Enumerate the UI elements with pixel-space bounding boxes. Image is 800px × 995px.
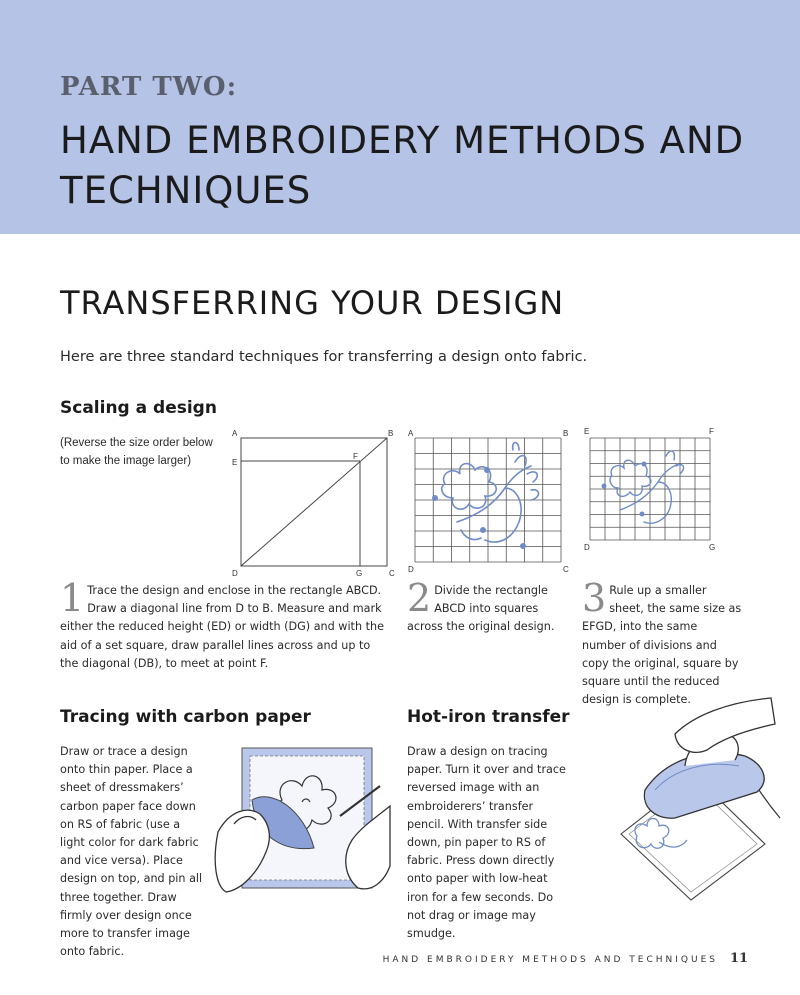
step-1-text: Trace the design and enclose in the rectangle ABCD. Draw a diagonal line from D to B. Measure and mark either the reduced height (ED) or width (DG) and with the aid of a set square, draw parallel lines across and up to the diagonal (DB), to meet at point F. — [60, 584, 384, 670]
intro-text: Here are three standard techniques for transferring a design onto fabric. — [60, 349, 588, 365]
step-1-number: 1 — [60, 576, 85, 620]
label-b: B — [388, 429, 394, 438]
label-d: D — [584, 543, 590, 552]
label-f: F — [353, 452, 358, 461]
label-d: D — [408, 565, 414, 574]
carbon-paper-illustration — [212, 740, 396, 908]
label-e: E — [584, 427, 590, 436]
scaling-diagram-1 — [228, 426, 400, 578]
part-title: HAND EMBROIDERY METHODS AND TECHNIQUES — [60, 119, 745, 212]
step-3 — [582, 576, 742, 709]
scaling-heading: Scaling a design — [60, 398, 217, 418]
step-3-number: 3 — [582, 576, 607, 620]
section-title: TRANSFERRING YOUR DESIGN — [60, 284, 565, 322]
page-number: 11 — [730, 951, 749, 966]
hot-iron-illustration — [575, 694, 780, 904]
label-a: A — [408, 429, 414, 438]
step-2-number: 2 — [407, 576, 432, 620]
scaling-diagram-3 — [582, 426, 722, 552]
step-3-text: Rule up a smaller sheet, the same size as EFGD, into the same number of divisions and copy the original, square by square until the reduced design is complete. — [582, 584, 742, 707]
label-d: D — [232, 569, 238, 578]
running-footer: HAND EMBROIDERY METHODS AND TECHNIQUES — [382, 955, 718, 965]
label-e: E — [232, 458, 238, 467]
carbon-heading: Tracing with carbon paper — [60, 707, 311, 727]
label-g: G — [356, 569, 363, 578]
label-a: A — [232, 429, 238, 438]
step-2 — [407, 576, 567, 637]
label-f: F — [709, 427, 714, 436]
part-label: PART TWO: — [60, 72, 238, 102]
label-g: G — [709, 543, 716, 552]
step-1 — [60, 576, 390, 673]
step-2-text: Divide the rectangle ABCD into squares across the original design. — [407, 584, 555, 634]
hotiron-heading: Hot-iron transfer — [407, 707, 570, 727]
label-c: C — [389, 569, 395, 578]
scaling-diagram-2 — [405, 426, 577, 578]
carbon-text: Draw or trace a design onto thin paper. Place a sheet of dressmakers’ carbon paper face down on RS of fabric (use a light color for dark fabric and vice versa). Place design on top, and pin all three together. Draw firmly over design once more to transfer image onto fabric. — [60, 745, 203, 959]
label-b: B — [563, 429, 569, 438]
hotiron-text: Draw a design on tracing paper. Turn it over and trace reversed image with an embroiderers’ transfer pencil. With transfer side down, pin paper to RS of fabric. Press down directly onto paper with low-heat iron for a few seconds. Do not drag or image may smudge. — [407, 745, 566, 941]
scaling-note: (Reverse the size order below to make the image larger) — [60, 437, 213, 467]
label-c: C — [563, 565, 569, 574]
